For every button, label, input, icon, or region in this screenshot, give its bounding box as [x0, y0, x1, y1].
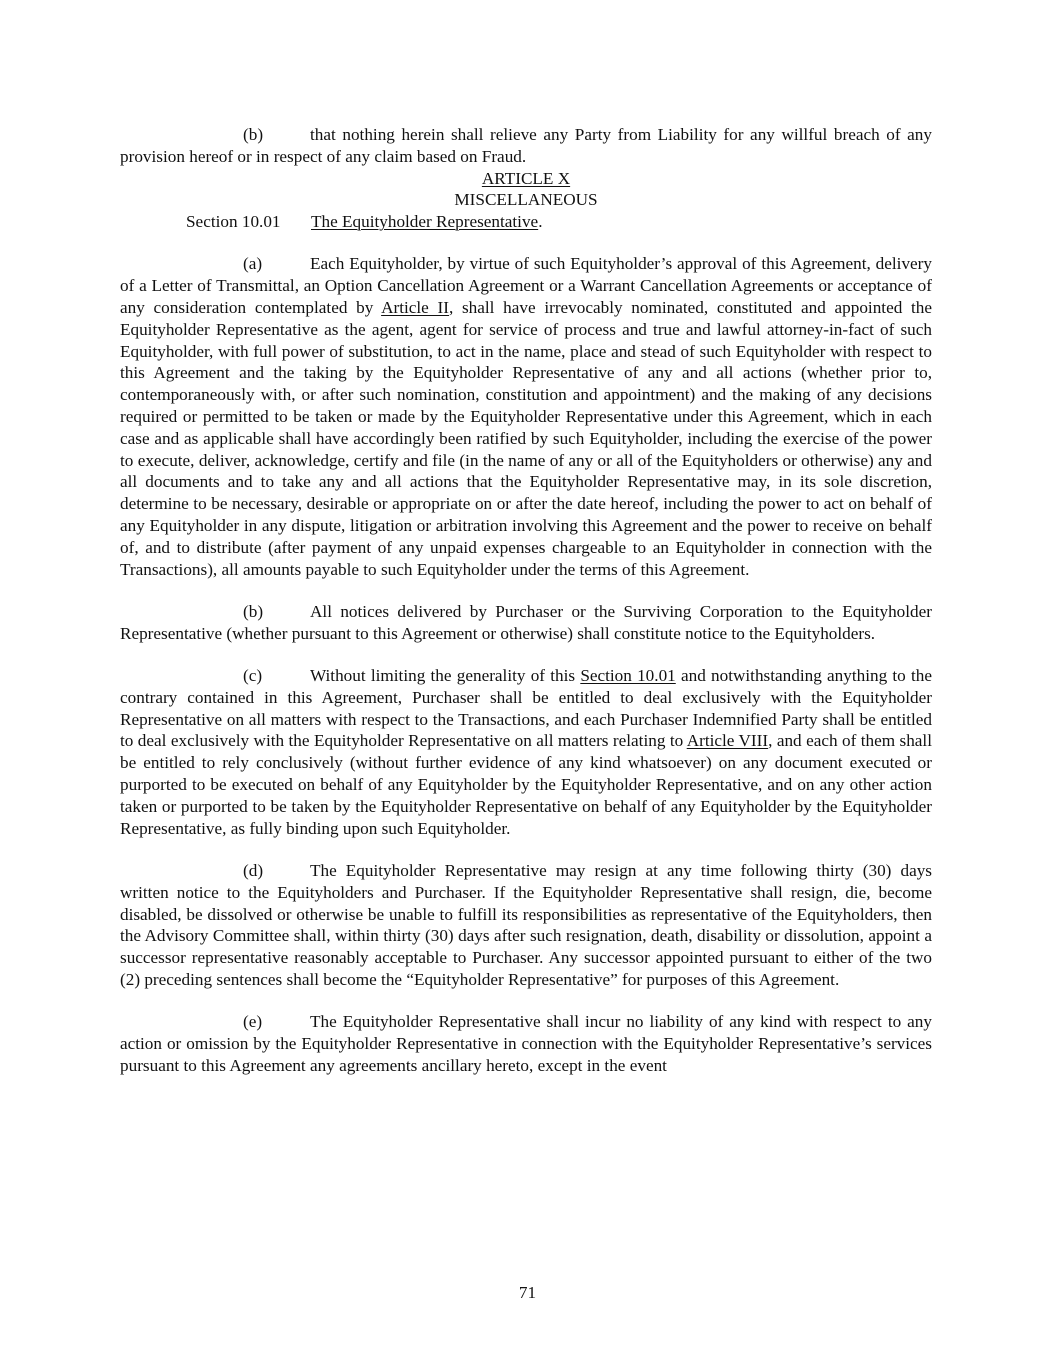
paragraph-d: (d) The Equityholder Representative may resign at any time following thirty (30) days written notice to the Equityholders and Purchaser. If the Equityholder Representative shall resign, die, become disabled, be dissolved or otherwise be unable to fulfill its responsibilities as representative of the Equityholders, then the Advisory Committee shall, within thirty (30) days after such resignation, death, disability or dissolution, appoint a successor representative reasonably acceptable to Purchaser. Any successor appointed pursuant to either of the two (2) preceding sentences shall become the “Equityholder Representative” for purposes of this Agreement.	[120, 860, 932, 989]
article-title: MISCELLANEOUS	[454, 190, 598, 210]
cross-reference-article-viii: Article VIII	[686, 731, 769, 751]
paragraph-label: (b)	[243, 125, 264, 144]
section-heading: Section 10.01 The Equityholder Representative.	[186, 212, 543, 232]
section-title: The Equityholder Representative	[311, 212, 539, 232]
paragraph-label: (a)	[243, 254, 263, 274]
paragraph-e: (e) The Equityholder Representative shall incur no liability of any kind with respect to any action or omission by the Equityholder Representative in connection with the Equityholder Representative’s services pursuant to this Agreement any agreements ancillary hereto, except in the event	[120, 1012, 932, 1075]
paragraph-label: (e)	[243, 1012, 263, 1032]
paragraph-prev-b	[120, 124, 932, 168]
section-number: Section 10.01	[186, 212, 281, 232]
paragraph-text: that nothing herein shall relieve any Party from Liability for any willful breach of any provision hereof or in respect of any claim based on Fraud.	[120, 125, 932, 166]
article-number: ARTICLE X	[481, 168, 571, 188]
cross-reference-article-ii: Article II	[381, 298, 449, 318]
paragraph-a: (a) Each Equityholder, by virtue of such Equityholder’s approval of this Agreement, delivery of a Letter of Transmittal, an Option Cancellation Agreement or a Warrant Cancellation Agreements or acceptance of any consideration contemplated by Article II, shall have irrevocably nominated, constituted and appointed the Equityholder Representative as the agent, agent for service of process and true and lawful attorney-in-fact of such Equityholder, with full power of substitution, to act in the name, place and stead of such Equityholder with respect to this Agreement and the taking by the Equityholder Representative of any and all actions (whether prior to, contemporaneously with, or after such nomination, constitution and appointment) and the making of any decisions required or permitted to be taken or made by the Equityholder Representative under this Agreement, which in each case and as applicable shall have accordingly been ratified by such Equityholder, including the exercise of the power to execute, deliver, acknowledge, certify and file (in the name of any or all of the Equityholders or otherwise) any and all documents and to take any and all actions that the Equityholder Representative may, in its sole discretion, determine to be necessary, desirable or appropriate on or after the date hereof, including the power to act on behalf of any Equityholder in any dispute, litigation or arbitration involving this Agreement and the power to receive on behalf of, and to distribute (after payment of any unpaid expenses chargeable to an Equityholder in connection with the Transactions), all amounts payable to such Equityholder under the terms of this Agreement.	[120, 254, 933, 579]
paragraph-label: (c)	[243, 666, 263, 686]
cross-reference-section-10-01: Section 10.01	[580, 666, 676, 686]
paragraph-label: (b)	[243, 601, 264, 621]
paragraph-b: (b) All notices delivered by Purchaser or the Surviving Corporation to the Equityholder Representative (whether pursuant to this Agreement or otherwise) shall constitute notice to the Equityholders.	[120, 601, 932, 643]
paragraph-label: (d)	[243, 860, 264, 880]
document-page	[120, 124, 932, 1077]
paragraph-c: (c) Without limiting the generality of this Section 10.01 and notwithstanding anything to the contrary contained in this Agreement, Purchaser shall be entitled to deal exclusively with the Equityholder Representative on all matters with respect to the Transactions, and each Purchaser Indemnified Party shall be entitled to deal exclusively with the Equityholder Representative on all matters relating to Article VIII, and each of them shall be entitled to rely conclusively (without further evidence of any kind whatsoever) on any document executed or purported to be executed on behalf of any Equityholder by the Equityholder Representative, and on any other action taken or purported to be taken by the Equityholder Representative on behalf of any Equityholder by the Equityholder Representative, as fully binding upon such Equityholder.	[120, 666, 932, 838]
page-number: 71	[518, 1283, 537, 1302]
